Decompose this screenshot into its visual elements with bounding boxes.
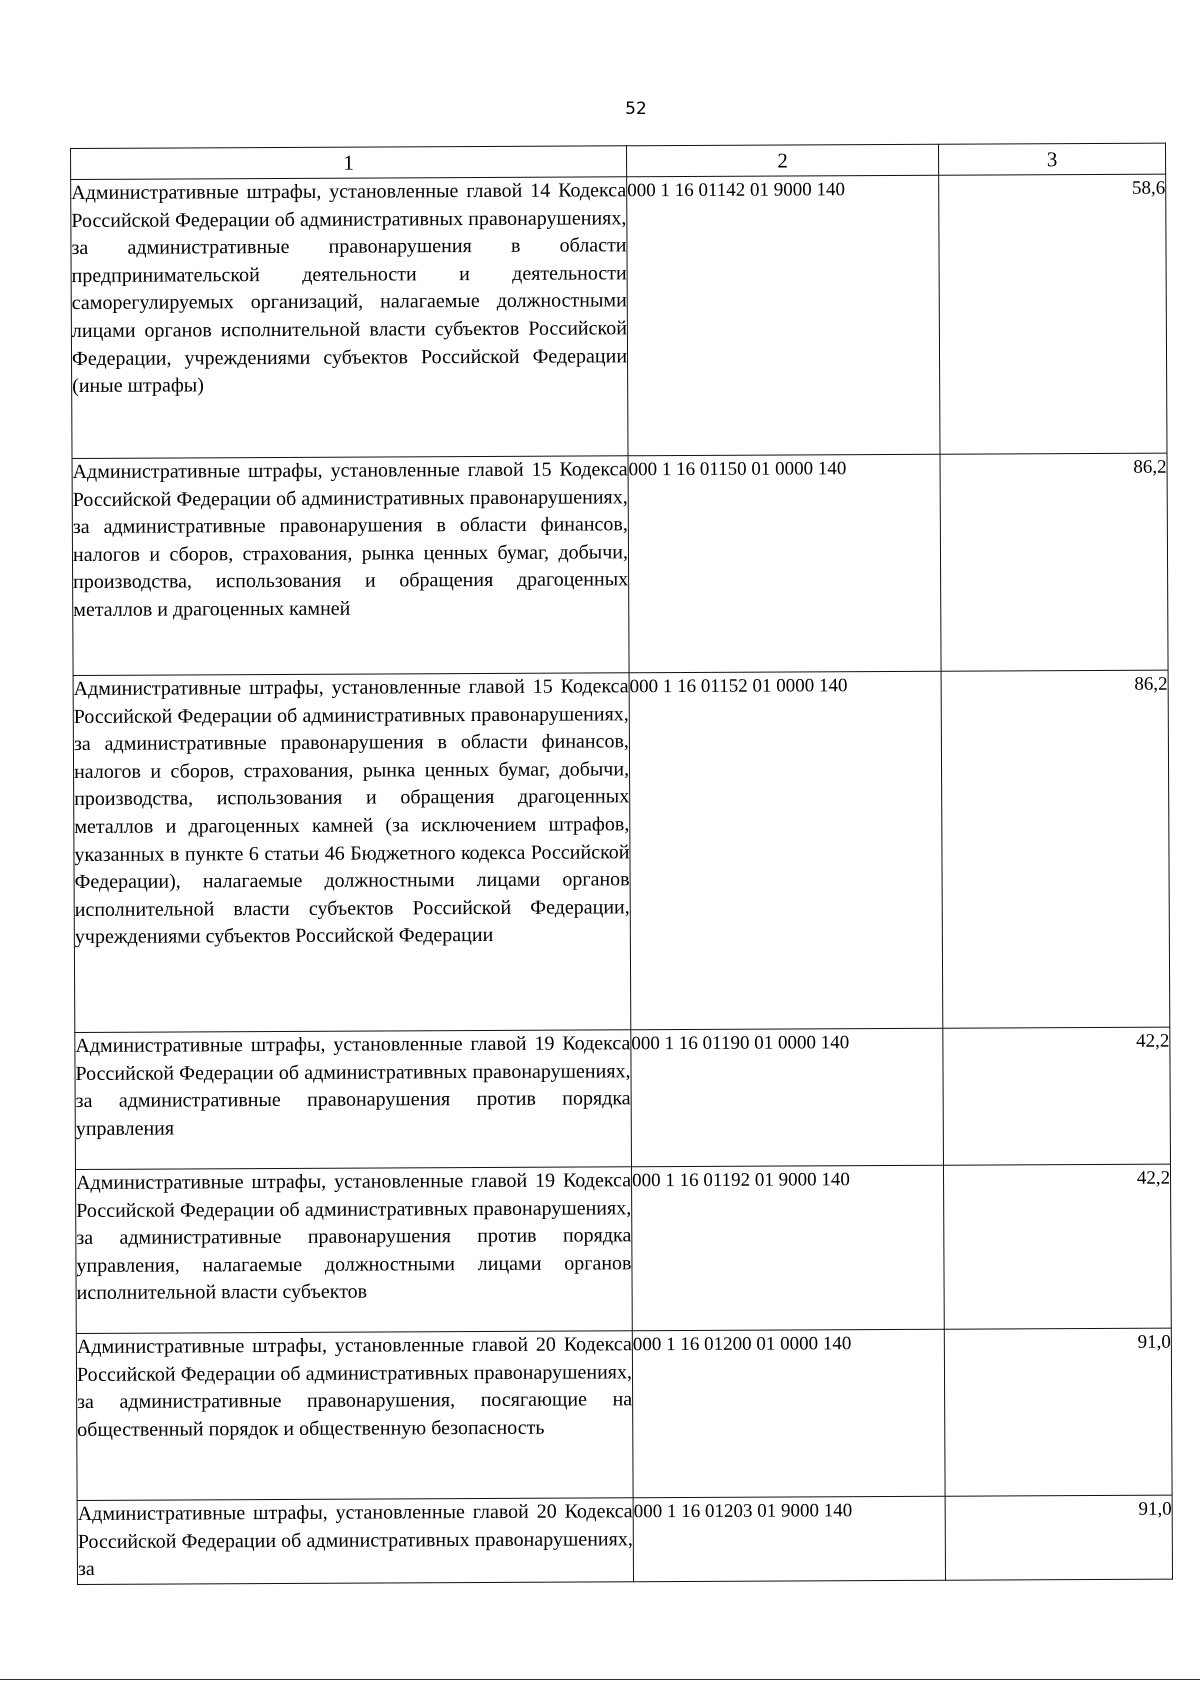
table-row [73,670,1170,1032]
row-code: 000 1 16 01152 01 0000 140 [629,671,943,1030]
row-description: Административные штрафы, установленные главой 19 Кодекса Российской Федерации об административных правонарушениях, за административные правонарушения против порядка управления [75,1030,632,1170]
row-description: Административные штрафы, установленные главой 20 Кодекса Российской Федерации об административных правонарушениях, за административные правонарушения, посягающие на общественный порядок и общественную безопасность [76,1331,633,1501]
row-description: Административные штрафы, установленные главой 15 Кодекса Российской Федерации об административных правонарушениях, за административные правонарушения в области финансов, налогов и сборов, страхования, рынка ценных бумаг, добычи, производства, использования и обращения драгоценных металлов и драгоценных камней (за исключением штрафов, указанных в пункте 6 статьи 46 Бюджетного кодекса Российской Федерации), налагаемые должностными лицами органов исполнительной власти субъектов Российской Федерации, учреждениями субъектов Российской Федерации [73,673,631,1033]
column-header-3: 3 [938,143,1165,175]
table-row [77,1495,1172,1584]
row-amount: 42,2 [943,1164,1171,1329]
budget-table [70,143,1173,1585]
row-code: 000 1 16 01142 01 9000 140 [627,175,940,456]
row-amount: 42,2 [943,1027,1171,1165]
budget-table-container [70,143,1172,1585]
row-code: 000 1 16 01192 01 9000 140 [631,1165,944,1331]
table-row [71,174,1167,458]
bottom-rule [0,1679,1200,1680]
row-amount: 86,2 [941,670,1170,1028]
table-row [75,1027,1171,1169]
row-code: 000 1 16 01200 01 0000 140 [632,1329,945,1498]
row-code: 000 1 16 01190 01 0000 140 [631,1028,944,1167]
page-number: 52 [625,99,647,119]
column-header-2: 2 [626,144,938,177]
row-amount: 86,2 [940,453,1168,671]
table-row [72,453,1168,675]
row-amount: 91,0 [944,1328,1172,1496]
column-header-1: 1 [71,146,627,180]
row-code: 000 1 16 01150 01 0000 140 [628,454,941,673]
row-description: Административные штрафы, установленные главой 19 Кодекса Российской Федерации об административных правонарушениях, за административные правонарушения против порядка управления, налагаемые должностными лицами органов исполнительной власти субъектов [75,1167,632,1334]
row-amount: 91,0 [945,1495,1172,1580]
row-description: Административные штрафы, установленные главой 15 Кодекса Российской Федерации об административных правонарушениях, за административные правонарушения в области финансов, налогов и сборов, страхования, рынка ценных бумаг, добычи, производства, использования и обращения драгоценных металлов и драгоценных камней [72,456,629,676]
row-description: Административные штрафы, установленные главой 14 Кодекса Российской Федерации об административных правонарушениях, за административные правонарушения в области предпринимательской деятельности и деятельности саморегулируемых организаций, налагаемые должностными лицами органов исполнительной власти субъектов Российской Федерации, учреждениями субъектов Российской Федерации (иные штрафы) [71,177,628,459]
table-row [76,1328,1172,1500]
row-code: 000 1 16 01203 01 9000 140 [633,1496,945,1581]
row-amount: 58,6 [939,174,1167,454]
row-description: Административные штрафы, установленные главой 20 Кодекса Российской Федерации об административных правонарушениях, за [77,1498,633,1584]
table-row [75,1164,1171,1333]
